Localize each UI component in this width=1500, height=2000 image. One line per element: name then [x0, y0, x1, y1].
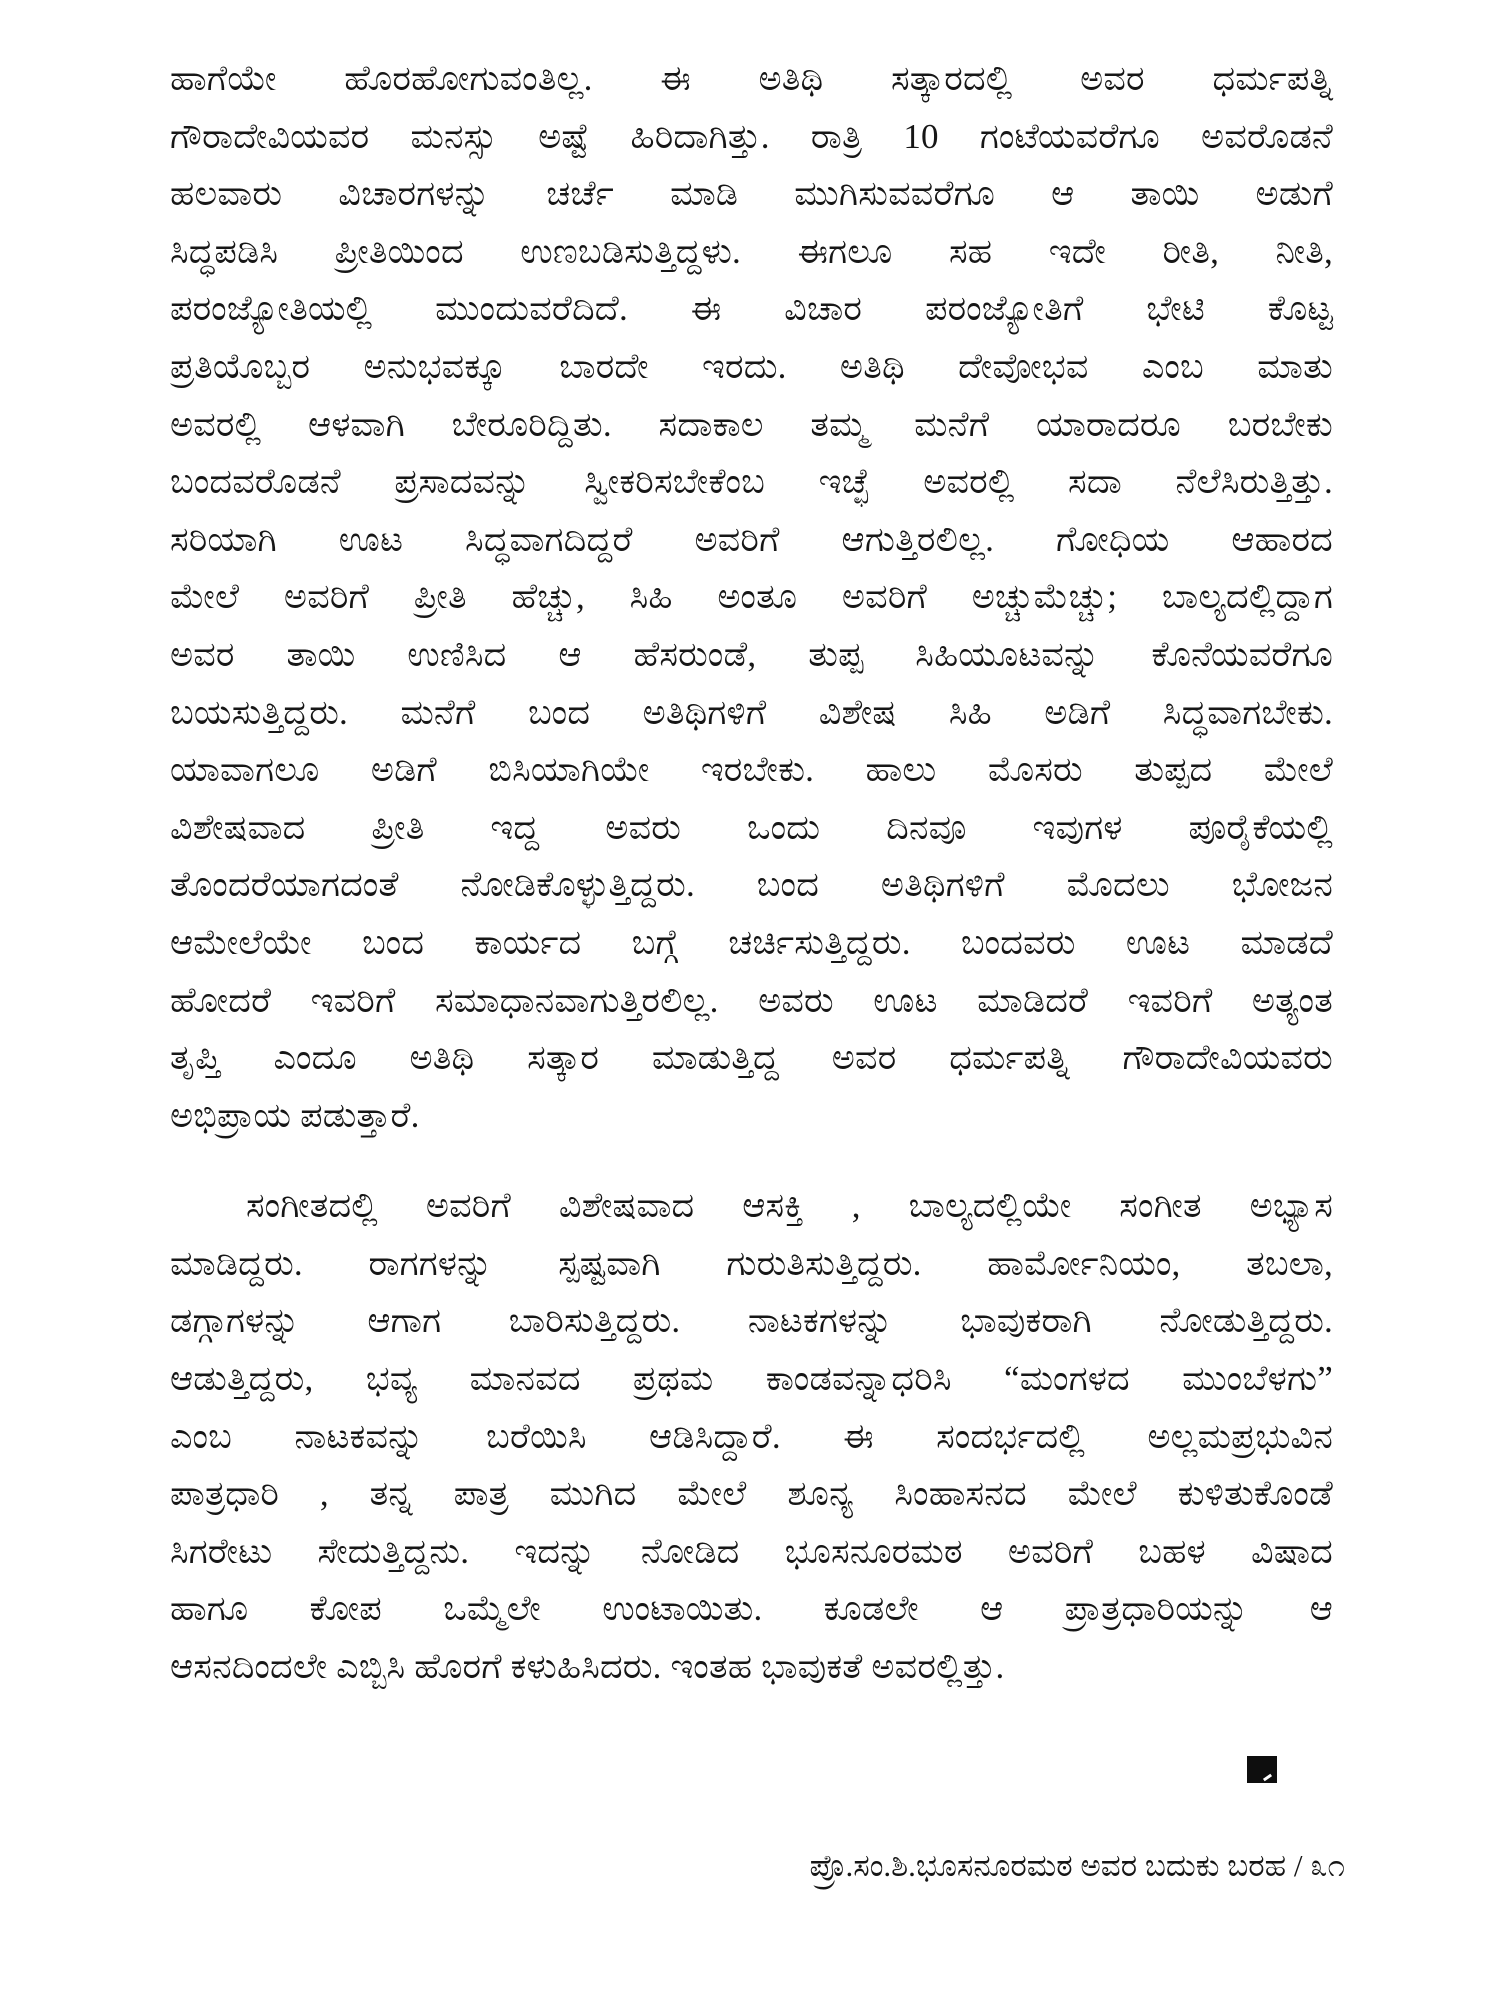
text-line: ಅಭಿಪ್ರಾಯ ಪಡುತ್ತಾರೆ.	[170, 1095, 420, 1135]
text-line: ಪ್ರತಿಯೊಬ್ಬರ ಅನುಭವಕ್ಕೂ ಬಾರದೇ ಇರದು. ಅತಿಥಿ ದೇವೋಭವ ಎಂಬ ಮಾತು	[170, 346, 1333, 386]
text-line: ತೊಂದರೆಯಾಗದಂತೆ ನೋಡಿಕೊಳ್ಳುತ್ತಿದ್ದರು. ಬಂದ ಅತಿಥಿಗಳಿಗೆ ಮೊದಲು ಭೋಜನ	[170, 865, 1333, 905]
body-text	[170, 50, 1333, 1696]
text-line: ಬಯಸುತ್ತಿದ್ದರು. ಮನೆಗೆ ಬಂದ ಅತಿಥಿಗಳಿಗೆ ವಿಶೇಷ ಸಿಹಿ ಅಡಿಗೆ ಸಿದ್ಧವಾಗಬೇಕು.	[170, 692, 1333, 732]
text-line: ಮಾಡಿದ್ದರು. ರಾಗಗಳನ್ನು ಸ್ಪಷ್ಟವಾಗಿ ಗುರುತಿಸುತ್ತಿದ್ದರು. ಹಾರ್ಮೋನಿಯಂ, ತಬಲಾ,	[170, 1243, 1333, 1283]
text-line: ಸಿಗರೇಟು ಸೇದುತ್ತಿದ್ದನು. ಇದನ್ನು ನೋಡಿದ ಭೂಸನೂರಮಠ ಅವರಿಗೆ ಬಹಳ ವಿಷಾದ	[170, 1531, 1333, 1571]
text-line: ಆಡುತ್ತಿದ್ದರು, ಭವ್ಯ ಮಾನವದ ಪ್ರಥಮ ಕಾಂಡವನ್ನಾಧರಿಸಿ “ಮಂಗಳದ ಮುಂಬೆಳಗು”	[170, 1359, 1333, 1399]
text-line: ಮೇಲೆ ಅವರಿಗೆ ಪ್ರೀತಿ ಹೆಚ್ಚು, ಸಿಹಿ ಅಂತೂ ಅವರಿಗೆ ಅಚ್ಚುಮೆಚ್ಚು; ಬಾಲ್ಯದಲ್ಲಿದ್ದಾಗ	[170, 577, 1333, 617]
text-line: ವಿಶೇಷವಾದ ಪ್ರೀತಿ ಇದ್ದ ಅವರು ಒಂದು ದಿನವೂ ಇವುಗಳ ಪೂರೈಕೆಯಲ್ಲಿ	[170, 807, 1333, 847]
text-line: ಪಾತ್ರಧಾರಿ , ತನ್ನ ಪಾತ್ರ ಮುಗಿದ ಮೇಲೆ ಶೂನ್ಯ ಸಿಂಹಾಸನದ ಮೇಲೆ ಕುಳಿತುಕೊಂಡೆ	[170, 1474, 1333, 1514]
text-line: ಅವರ ತಾಯಿ ಉಣಿಸಿದ ಆ ಹೆಸರುಂಡೆ, ತುಪ್ಪ ಸಿಹಿಯೂಟವನ್ನು ಕೊನೆಯವರೆಗೂ	[170, 634, 1333, 674]
text-line: ಹಾಗೆಯೇ ಹೊರಹೋಗುವಂತಿಲ್ಲ. ಈ ಅತಿಥಿ ಸತ್ಕಾರದಲ್ಲಿ ಅವರ ಧರ್ಮಪತ್ನಿ	[170, 59, 1333, 98]
text-line: ಪರಂಜ್ಯೋತಿಯಲ್ಲಿ ಮುಂದುವರೆದಿದೆ. ಈ ವಿಚಾರ ಪರಂಜ್ಯೋತಿಗೆ ಭೇಟಿ ಕೊಟ್ಟ	[170, 289, 1333, 329]
paragraph-1	[170, 50, 1333, 1144]
text-line: ಯಾವಾಗಲೂ ಅಡಿಗೆ ಬಿಸಿಯಾಗಿಯೇ ಇರಬೇಕು. ಹಾಲು ಮೊಸರು ತುಪ್ಪದ ಮೇಲೆ	[170, 750, 1333, 790]
text-line: ಸರಿಯಾಗಿ ಊಟ ಸಿದ್ಧವಾಗದಿದ್ದರೆ ಅವರಿಗೆ ಆಗುತ್ತಿರಲಿಲ್ಲ. ಗೋಧಿಯ ಆಹಾರದ	[170, 519, 1333, 559]
text-line: ಬಂದವರೊಡನೆ ಪ್ರಸಾದವನ್ನು ಸ್ವೀಕರಿಸಬೇಕೆಂಬ ಇಚ್ಛೆ ಅವರಲ್ಲಿ ಸದಾ ನೆಲೆಸಿರುತ್ತಿತ್ತು.	[170, 462, 1333, 502]
text-line: ಹೋದರೆ ಇವರಿಗೆ ಸಮಾಧಾನವಾಗುತ್ತಿರಲಿಲ್ಲ. ಅವರು ಊಟ ಮಾಡಿದರೆ ಇವರಿಗೆ ಅತ್ಯಂತ	[170, 980, 1333, 1020]
text-line: ಡಗ್ಗಾಗಳನ್ನು ಆಗಾಗ ಬಾರಿಸುತ್ತಿದ್ದರು. ನಾಟಕಗಳನ್ನು ಭಾವುಕರಾಗಿ ನೋಡುತ್ತಿದ್ದರು.	[170, 1301, 1333, 1341]
text-line: ಆಸನದಿಂದಲೇ ಎಬ್ಬಿಸಿ ಹೊರಗೆ ಕಳುಹಿಸಿದರು. ಇಂತಹ ಭಾವುಕತೆ ಅವರಲ್ಲಿತ್ತು.	[170, 1647, 1005, 1687]
text-line: ಎಂಬ ನಾಟಕವನ್ನು ಬರೆಯಿಸಿ ಆಡಿಸಿದ್ದಾರೆ. ಈ ಸಂದರ್ಭದಲ್ಲಿ ಅಲ್ಲಮಪ್ರಭುವಿನ	[170, 1416, 1333, 1456]
text-line: ಗೌರಾದೇವಿಯವರ ಮನಸ್ಸು ಅಷ್ಟೆ ಹಿರಿದಾಗಿತ್ತು. ರಾತ್ರಿ 10 ಗಂಟೆಯವರೆಗೂ ಅವರೊಡನೆ	[170, 116, 1333, 156]
page-footer	[170, 1846, 1345, 1886]
footer-text: ಪ್ರೊ.ಸಂ.ಶಿ.ಭೂಸನೂರಮಠ ಅವರ ಬದುಕು ಬರಹ / ೩೧	[809, 1848, 1345, 1883]
text-line: ಅವರಲ್ಲಿ ಆಳವಾಗಿ ಬೇರೂರಿದ್ದಿತು. ಸದಾಕಾಲ ತಮ್ಮ ಮನೆಗೆ ಯಾರಾದರೂ ಬರಬೇಕು	[170, 404, 1333, 444]
text-line: ಹಾಗೂ ಕೋಪ ಒಮ್ಮೆಲೇ ಉಂಟಾಯಿತು. ಕೂಡಲೇ ಆ ಪ್ರಾತ್ರಧಾರಿಯನ್ನು ಆ	[170, 1589, 1333, 1629]
text-line: ಹಲವಾರು ವಿಚಾರಗಳನ್ನು ಚರ್ಚೆ ಮಾಡಿ ಮುಗಿಸುವವರೆಗೂ ಆ ತಾಯಿ ಅಡುಗೆ	[170, 174, 1333, 214]
text-line: ಸಿದ್ಧಪಡಿಸಿ ಪ್ರೀತಿಯಿಂದ ಉಣಬಡಿಸುತ್ತಿದ್ದಳು. ಈಗಲೂ ಸಹ ಇದೇ ರೀತಿ, ನೀತಿ,	[170, 231, 1333, 271]
paragraph-2	[170, 1177, 1333, 1695]
text-line: ತೃಪ್ತಿ ಎಂದೂ ಅತಿಥಿ ಸತ್ಕಾರ ಮಾಡುತ್ತಿದ್ದ ಅವರ ಧರ್ಮಪತ್ನಿ ಗೌರಾದೇವಿಯವರು	[170, 1038, 1333, 1078]
text-line: ಆಮೇಲೆಯೇ ಬಂದ ಕಾರ್ಯದ ಬಗ್ಗೆ ಚರ್ಚಿಸುತ್ತಿದ್ದರು. ಬಂದವರು ಊಟ ಮಾಡದೆ	[170, 922, 1333, 962]
text-line: ಸಂಗೀತದಲ್ಲಿ ಅವರಿಗೆ ವಿಶೇಷವಾದ ಆಸಕ್ತಿ , ಬಾಲ್ಯದಲ್ಲಿಯೇ ಸಂಗೀತ ಅಭ್ಯಾಸ	[246, 1186, 1333, 1226]
section-end-mark	[1247, 1756, 1277, 1783]
